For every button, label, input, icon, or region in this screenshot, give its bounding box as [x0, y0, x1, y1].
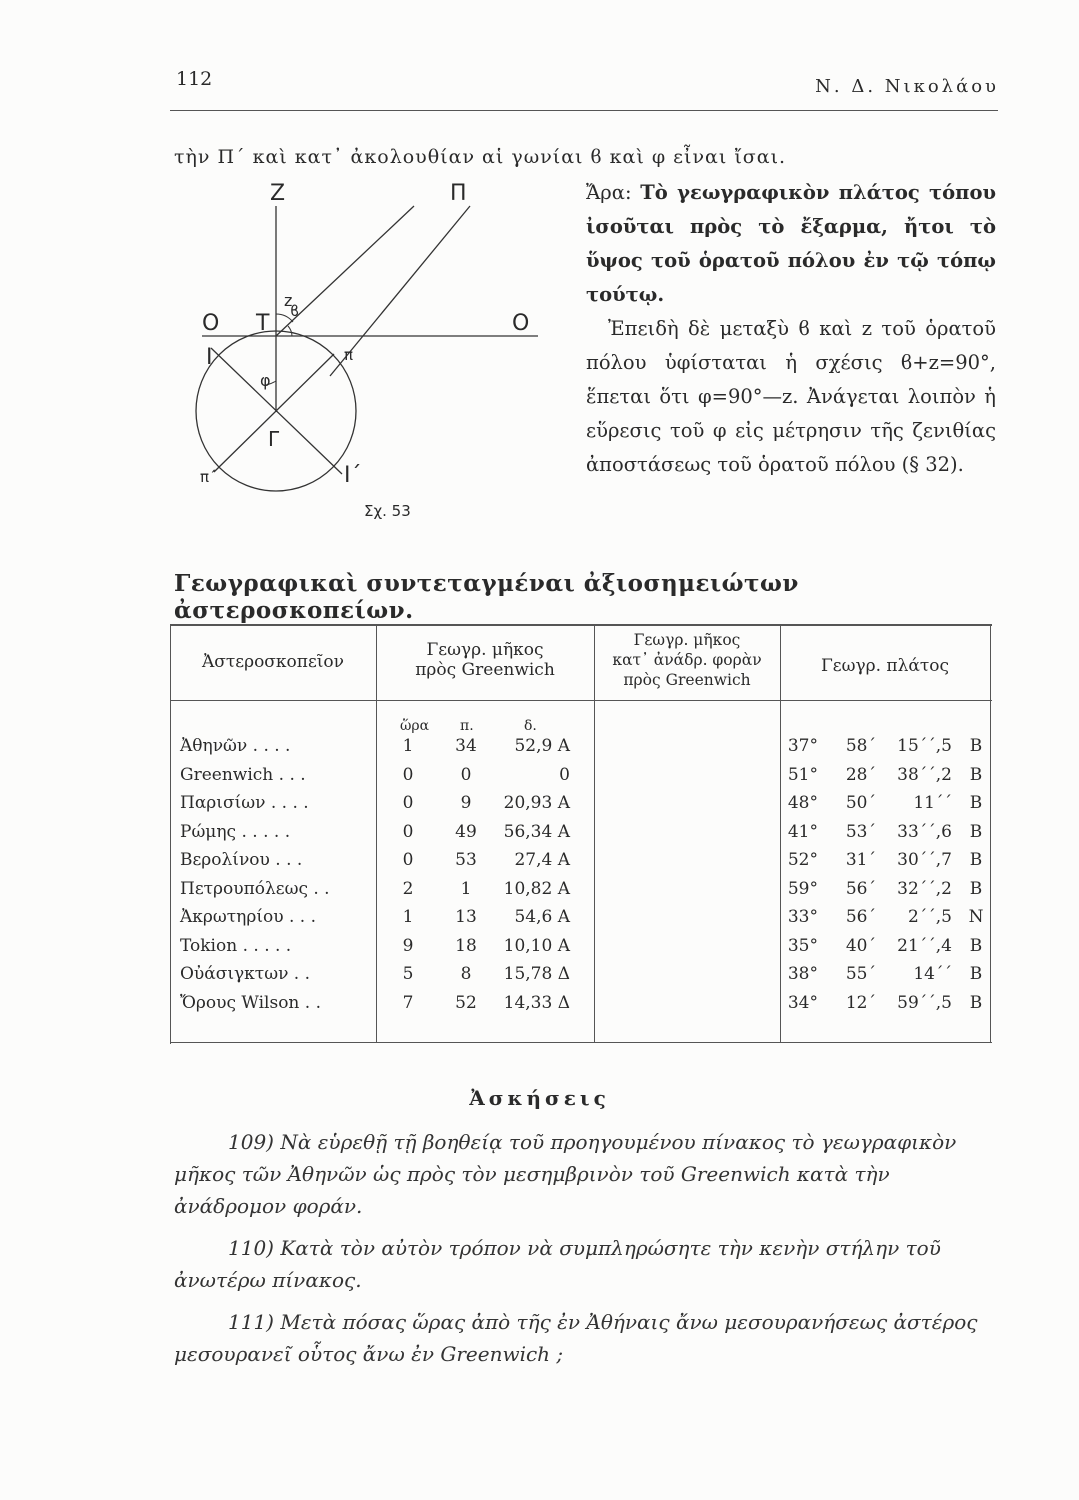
cell-name: Ὄρους Wilson . .	[180, 992, 321, 1013]
cell-min: 28΄	[845, 764, 876, 785]
cell-m: 0	[460, 764, 472, 785]
th-longitude-retro	[594, 630, 780, 690]
label-T: T	[256, 311, 270, 336]
cell-min: 55΄	[845, 964, 876, 984]
cell-m: 9	[460, 793, 472, 813]
cell-dir: B	[969, 935, 983, 956]
exercise-110	[174, 1232, 994, 1296]
cell-deg: 48°	[787, 793, 818, 813]
page-number: 112	[176, 68, 213, 90]
exercise-109	[174, 1126, 994, 1222]
cell-sec: 15΄΄,5	[897, 736, 952, 756]
para-lead: Ἄρα:	[586, 181, 641, 204]
label-z: z	[284, 291, 293, 310]
cell-sec: 38΄΄,2	[897, 764, 952, 785]
cell-sec: 21΄΄,4	[897, 935, 952, 956]
cell-min: 31΄	[845, 850, 876, 870]
cell-h: 1	[402, 907, 414, 927]
section-title: Γεωγραφικαὶ συντεταγμέναι ἀξιοσημειώτων ἀστεροσκοπείων.	[174, 570, 799, 624]
label-O-right: O	[512, 311, 530, 336]
cell-min: 58΄	[845, 736, 876, 756]
cell-name: Πετρουπόλεως . .	[180, 878, 330, 899]
cell-min: 50΄	[845, 793, 876, 813]
cell-deg: 52°	[787, 850, 818, 870]
cell-min: 56΄	[845, 907, 876, 927]
cell-s: 20,93 A	[503, 793, 570, 813]
cell-sec: 33΄΄,6	[897, 821, 952, 842]
cell-sec: 59΄΄,5	[897, 992, 952, 1013]
cell-dir: B	[969, 964, 983, 984]
cell-deg: 37°	[787, 736, 818, 756]
cell-name: Βερολίνου . . .	[180, 850, 303, 870]
cell-deg: 35°	[787, 935, 818, 956]
para-rest: Ἐπειδὴ δὲ μεταξὺ ϐ καὶ z τοῦ ὁρατοῦ πόλου ὑφίσταται ἡ σχέσις ϐ+z=90°, ἕπεται ὅτι φ=90°—z. Ἀνάγεται λοιπὸν ἡ εὕρεσις τοῦ φ εἰς μέτρησιν τῆς ζενιθίας ἀποστάσεως τοῦ ὁρατοῦ πόλου (§ 32).	[586, 317, 996, 476]
cell-sec: 30΄΄,7	[897, 850, 952, 870]
table-bottom-rule	[170, 1042, 992, 1043]
th-latitude: Γεωγρ. πλάτος	[820, 656, 949, 676]
label-pi-prime: π΄	[200, 468, 217, 486]
cell-sec: 32΄΄,2	[897, 878, 952, 899]
unit-hour: ὥρα	[400, 718, 430, 734]
header-underline	[170, 700, 992, 701]
label-I-prime: I΄	[344, 463, 362, 488]
cell-m: 13	[455, 907, 477, 927]
cell-dir: B	[969, 793, 983, 813]
cell-s: 54,6 A	[514, 907, 570, 927]
cell-m: 8	[460, 964, 472, 984]
cell-deg: 38°	[787, 964, 818, 984]
cell-deg: 41°	[787, 821, 818, 842]
col-divider-1	[376, 626, 377, 1042]
label-O-left: O	[202, 311, 220, 336]
cell-s: 56,34 A	[503, 821, 570, 842]
label-b: ϐ	[290, 302, 300, 320]
th-longitude	[376, 640, 594, 680]
table-top-rule	[170, 624, 992, 626]
cell-dir: B	[969, 821, 983, 842]
cell-deg: 59°	[787, 878, 818, 899]
cell-sec: 11΄΄	[913, 793, 952, 813]
cell-sec: 2΄΄,5	[907, 907, 952, 927]
para-bold: Τὸ γεωγραφικὸν πλάτος τόπου ἰσοῦται πρὸς τὸ ἔξαρμα, ἤτοι τὸ ὕψος τοῦ ὁρατοῦ πόλου ἐν τῷ τόπῳ τούτῳ.	[586, 181, 996, 306]
main-paragraph	[586, 176, 996, 482]
cell-dir: B	[969, 850, 983, 870]
label-Z: Z	[270, 181, 286, 206]
cell-s: 10,10 A	[503, 935, 570, 956]
label-Pi: Π	[450, 181, 467, 206]
cell-min: 12΄	[845, 992, 876, 1013]
cell-h: 9	[402, 935, 414, 956]
cell-m: 52	[455, 992, 477, 1013]
label-I: I	[206, 345, 213, 370]
cell-m: 34	[455, 736, 477, 756]
cell-m: 49	[455, 821, 477, 842]
cell-s: 10,82 A	[503, 878, 570, 899]
cell-name: Ρώμης . . . . .	[180, 821, 291, 842]
cell-dir: N	[968, 907, 984, 927]
table-left-rule	[170, 626, 171, 1044]
celestial-diagram	[178, 176, 578, 536]
cell-deg: 51°	[787, 764, 818, 785]
cell-name: Greenwich . . .	[180, 764, 306, 785]
th-retro-line2: κατ᾿ ἀνάδρ. φορὰν	[612, 651, 762, 669]
cell-min: 40΄	[845, 935, 876, 956]
th-retro-line3: πρὸς Greenwich	[623, 671, 751, 689]
cell-s: 15,78 Δ	[503, 964, 570, 984]
cell-h: 0	[402, 764, 414, 785]
cell-m: 53	[455, 850, 477, 870]
cell-name: Ἀκρωτηρίου . . .	[180, 907, 316, 927]
exercise-111	[174, 1306, 994, 1370]
cell-h: 7	[402, 992, 414, 1013]
cell-h: 2	[402, 878, 414, 899]
observatories-table	[170, 624, 992, 1044]
cell-dir: B	[969, 878, 983, 899]
th-longitude-line1: Γεωγρ. μῆκος	[426, 640, 544, 660]
cell-h: 0	[402, 850, 414, 870]
cell-sec: 14΄΄	[913, 964, 952, 984]
cell-dir: B	[969, 736, 983, 756]
cell-deg: 34°	[787, 992, 818, 1013]
cell-deg: 33°	[787, 907, 818, 927]
cell-s: 14,33 Δ	[503, 992, 570, 1013]
axis-diameter	[214, 354, 334, 472]
unit-min: π.	[460, 718, 474, 734]
cell-h: 0	[402, 821, 414, 842]
th-retro-line1: Γεωγρ. μῆκος	[633, 631, 741, 649]
cell-h: 0	[402, 793, 414, 813]
unit-sec: δ.	[524, 718, 537, 734]
figure-caption: Σχ. 53	[364, 502, 411, 520]
cell-dir: B	[969, 764, 983, 785]
exercise-110-text: 110) Κατὰ τὸν αὐτὸν τρόπον νὰ συμπληρώσητε τὴν κενὴν στήλην τοῦ ἀνωτέρω πίνακος.	[174, 1236, 941, 1292]
label-phi: φ	[260, 371, 271, 390]
cell-name: Οὐάσιγκτων . .	[180, 964, 311, 984]
cell-m: 18	[455, 935, 477, 956]
label-Gamma: Γ	[268, 427, 280, 451]
cell-name: Παρισίων . . . .	[180, 793, 309, 813]
label-pi-small: π	[344, 346, 354, 364]
cell-name: Ἀθηνῶν . . . .	[180, 736, 291, 756]
cell-m: 1	[460, 878, 472, 899]
exercise-109-text: 109) Νὰ εὑρεθῇ τῇ βοηθείᾳ τοῦ προηγουμένου πίνακος τὸ γεωγραφικὸν μῆκος τῶν Ἀθηνῶν ὡς πρὸς τὸν μεσημβρινὸν τοῦ Greenwich κατὰ τὴν ἀνάδρομον φοράν.	[174, 1130, 957, 1218]
cell-min: 56΄	[845, 878, 876, 899]
cell-dir: B	[969, 992, 983, 1013]
th-observatory: Ἀστεροσκοπεῖον	[201, 652, 344, 672]
cell-h: 5	[402, 964, 414, 984]
cell-s: 27,4 A	[514, 850, 570, 870]
th-longitude-line2: πρὸς Greenwich	[415, 660, 555, 680]
cell-min: 53΄	[845, 821, 876, 842]
cell-s: 0	[559, 764, 570, 785]
cell-s: 52,9 A	[514, 736, 570, 756]
header-rule	[170, 110, 998, 111]
exercise-111-text: 111) Μετὰ πόσας ὥρας ἀπὸ τῆς ἐν Ἀθήναις ἄνω μεσουρανήσεως ἀστέρος μεσουρανεῖ οὗτος ἄνω ἐν Greenwich ;	[174, 1310, 978, 1366]
cell-h: 1	[402, 736, 414, 756]
intro-line: τὴν Π΄ καὶ κατ᾿ ἀκολουθίαν αἱ γωνίαι ϐ καὶ φ εἶναι ἴσαι.	[174, 146, 787, 168]
running-head: Ν. Δ. Νικολάου	[815, 76, 999, 97]
angle-b-arc	[288, 326, 292, 336]
figure-53	[178, 176, 578, 536]
cell-name: Tokion . . . . .	[180, 935, 292, 956]
exercises-title: Ἀσκήσεις	[469, 1086, 610, 1110]
